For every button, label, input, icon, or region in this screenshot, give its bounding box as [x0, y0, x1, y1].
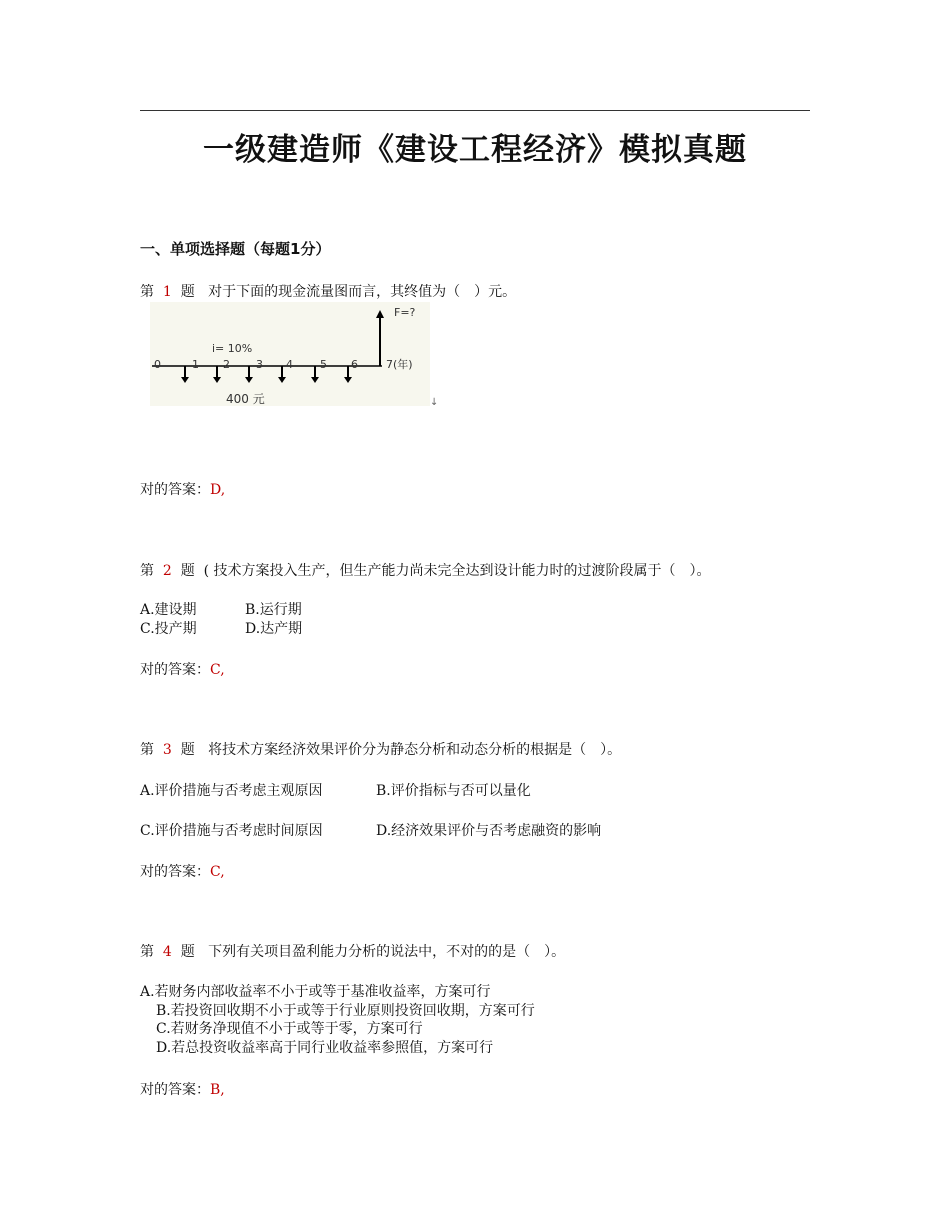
question-suffix: 题	[180, 944, 195, 960]
option-a: A.建设期	[140, 602, 197, 618]
answer-line-4	[140, 1080, 225, 1100]
question-number: 4	[162, 944, 172, 960]
answer-label: 对的答案：	[140, 482, 210, 498]
end-period-label: 7(年)	[386, 358, 413, 371]
question-suffix: 题	[180, 563, 195, 579]
question-4-option-c: C.若财务净现值不小于或等于零，方案可行	[156, 1021, 423, 1037]
answer-label: 对的答案：	[140, 1082, 210, 1098]
question-1-stem-line	[140, 282, 516, 302]
option-d: D.经济效果评价与否考虑融资的影响	[376, 823, 602, 839]
question-4-option-a: A.若财务内部收益率不小于或等于基准收益率，方案可行	[140, 984, 491, 1000]
period-label-1: 1	[192, 358, 199, 371]
question-3-stem-line	[140, 740, 621, 760]
period-label-6: 6	[351, 358, 358, 371]
answer-line-3	[140, 862, 225, 882]
question-prefix: 第	[140, 563, 154, 579]
question-4-option-b: B.若投资回收期不小于或等于行业原则投资回收期，方案可行	[156, 1003, 535, 1019]
document-title: 一级建造师《建设工程经济》模拟真题	[203, 132, 747, 168]
payment-amount-label: 400 元	[226, 392, 265, 406]
question-number: 2	[162, 563, 172, 579]
option-b: B.运行期	[245, 602, 302, 618]
option-a: A.评价措施与否考虑主观原因	[140, 783, 323, 799]
question-suffix: 题	[180, 742, 195, 758]
period-label-2: 2	[223, 358, 230, 371]
answer-value: C,	[210, 864, 225, 880]
answer-label: 对的答案：	[140, 864, 210, 880]
period-label-5: 5	[320, 358, 327, 371]
period-label-0: 0	[154, 358, 161, 371]
question-stem: 将技术方案经济效果评价分为静态分析和动态分析的根据是（ ）。	[208, 742, 622, 758]
answer-value: D,	[210, 482, 226, 498]
answer-line-1	[140, 480, 225, 500]
paragraph-mark-icon: ↓	[430, 397, 439, 408]
option-d: D.达产期	[245, 621, 303, 637]
interest-rate-label: i= 10%	[212, 342, 253, 355]
question-stem: ( 技术方案投入生产，但生产能力尚未完全达到设计能力时的过渡阶段属于（ ）。	[203, 563, 711, 579]
future-value-label: F=?	[394, 306, 416, 319]
question-prefix: 第	[140, 284, 154, 300]
question-number: 1	[162, 284, 172, 300]
option-c: C.评价措施与否考虑时间原因	[140, 823, 323, 839]
question-stem: 对于下面的现金流量图而言，其终值为（ ）元。	[208, 284, 517, 300]
diagram-background	[150, 302, 430, 406]
answer-line-2	[140, 660, 225, 680]
question-4-option-d: D.若总投资收益率高于同行业收益率参照值，方案可行	[156, 1040, 494, 1056]
option-c: C.投产期	[140, 621, 197, 637]
question-prefix: 第	[140, 944, 154, 960]
question-2-options-row-1	[140, 600, 440, 620]
question-suffix: 题	[180, 284, 195, 300]
cash-flow-svg	[150, 302, 450, 410]
question-prefix: 第	[140, 742, 154, 758]
period-label-4: 4	[286, 358, 293, 371]
question-2-stem-line	[140, 561, 711, 581]
question-number: 3	[162, 742, 172, 758]
header-rule	[140, 110, 810, 111]
answer-value: C,	[210, 662, 225, 678]
section-heading: 一、单项选择题（每题1分）	[140, 240, 331, 258]
period-label-3: 3	[256, 358, 263, 371]
cash-flow-diagram	[150, 302, 450, 410]
question-2-options-row-2	[140, 619, 440, 639]
answer-value: B,	[210, 1082, 225, 1098]
answer-label: 对的答案：	[140, 662, 210, 678]
question-stem: 下列有关项目盈利能力分析的说法中，不对的的是（ ）。	[208, 944, 566, 960]
option-b: B.评价指标与否可以量化	[376, 783, 531, 799]
question-4-stem-line	[140, 942, 565, 962]
question-3-options-row-1	[140, 781, 740, 801]
question-3-options-row-2	[140, 821, 740, 841]
